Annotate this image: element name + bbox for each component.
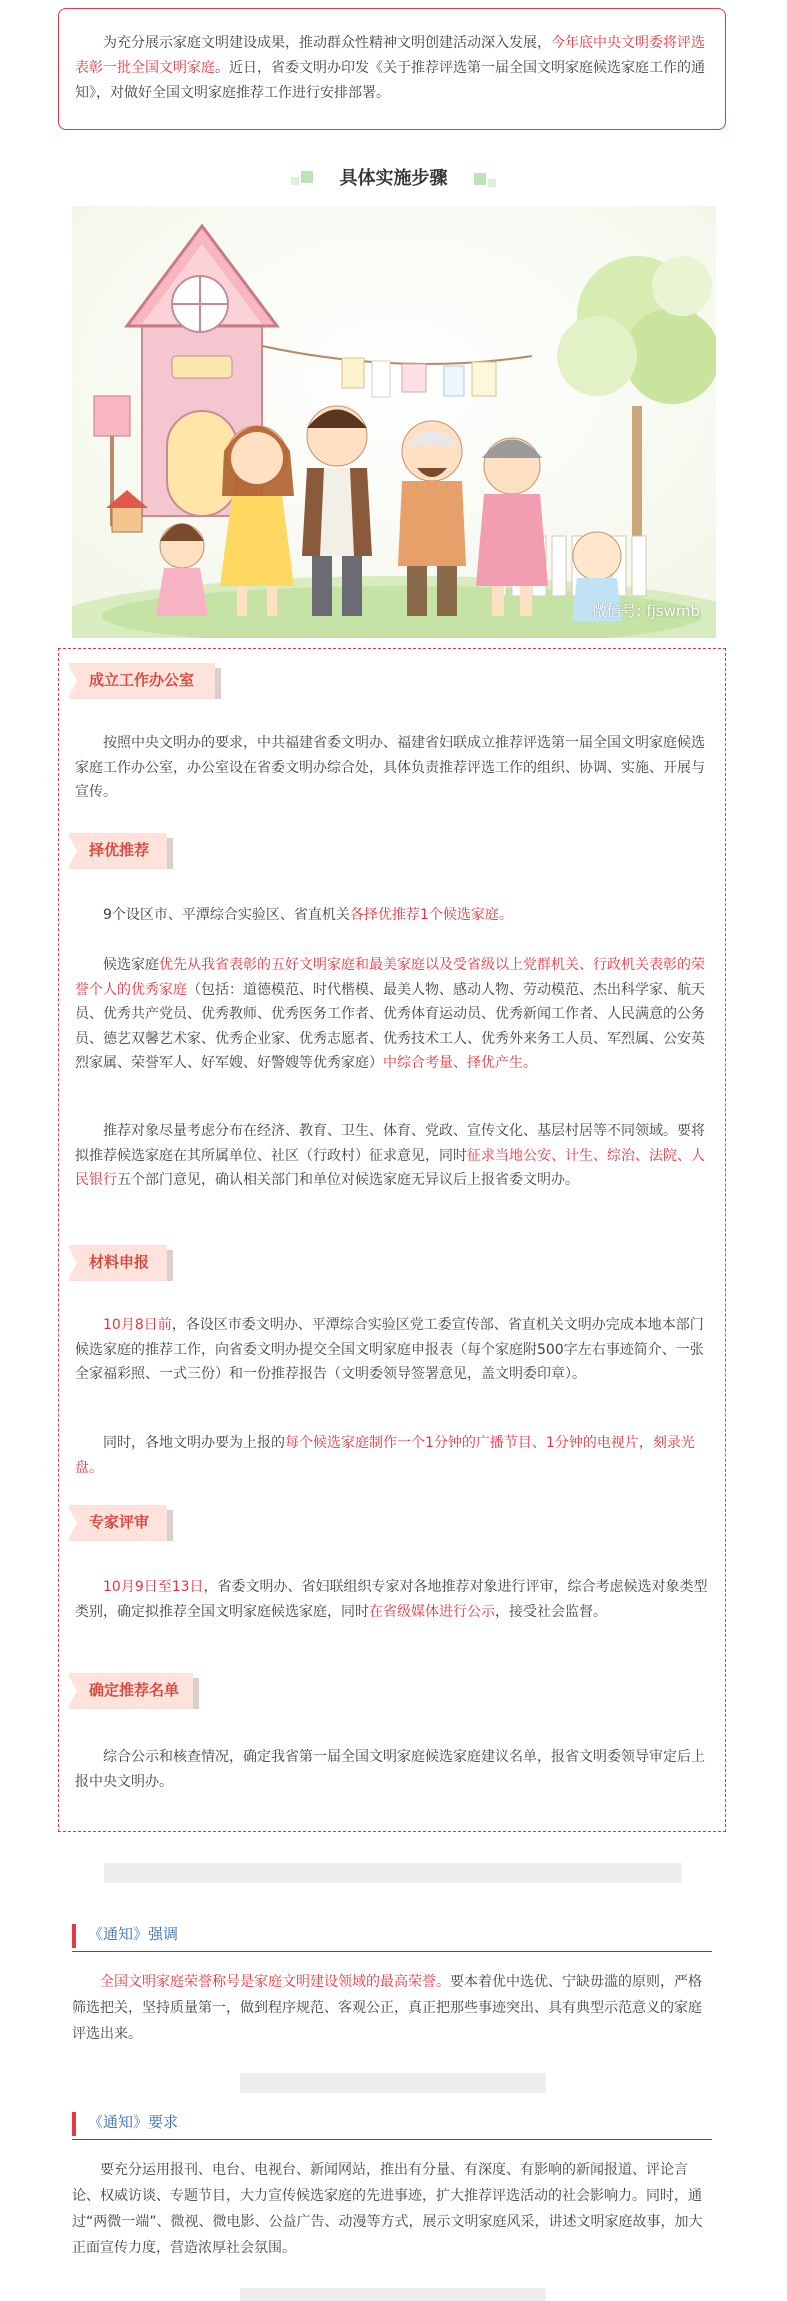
illustration-watermark: 微信号: fjswmb [591, 602, 700, 620]
step-setup-paragraph: 按照中央文明办的要求，中共福建省委文明办、福建省妇联成立推荐评选第一届全国文明家庭候选家庭工作办公室，办公室设在省委文明办综合处，具体负责推荐评选工作的组织、协调、实施、开展与宣传。 [75, 735, 705, 800]
notice-emphasis-header [72, 1922, 712, 1952]
notice-emphasis-heading: 《通知》强调 [88, 1925, 179, 1943]
step-materials-paragraph-1: 10月8日前，各设区市委文明办、平潭综合实验区党工委宣传部、省直机关文明办完成本地本部门候选家庭的推荐工作，向省委文明办提交全国文明家庭申报表（每个家庭附500字左右事迹简介、一张全家福彩照、一式三份）和一份推荐报告（文明委领导签署意见，盖文明委印章）。 [75, 1317, 704, 1382]
intro-highlight: 今年底中央文明委将评选表彰一批全国文明家庭 [75, 35, 705, 76]
tag-final-list: 确定推荐名单 [69, 1673, 193, 1709]
step-final-paragraph: 综合公示和核查情况，确定我省第一届全国文明家庭候选家庭建议名单，报省文明委领导审定后上报中央文明办。 [75, 1749, 705, 1790]
child-girl-figure [156, 524, 208, 617]
notice-emphasis-paragraph: 全国文明家庭荣誉称号是家庭文明建设领域的最高荣誉。要本着优中选优、宁缺毋滥的原则，严格筛选把关，坚持质量第一，做到程序规范、客观公正，真正把那些事迹突出、具有典型示范意义的家庭评选出来。 [72, 1974, 702, 2042]
notice-requirement-heading: 《通知》要求 [88, 2113, 179, 2131]
steps-section-title [0, 166, 787, 192]
divider-bar [104, 1863, 682, 1883]
notice-requirement-header [72, 2110, 712, 2140]
family-illustration [72, 206, 716, 638]
step-review-paragraph: 10月9日至13日，省委文明办、省妇联组织专家对各地推荐对象进行评审，综合考虑候选对象类型类别，确定拟推荐全国文明家庭候选家庭，同时在省级媒体进行公示，接受社会监督。 [75, 1579, 708, 1620]
tag-recommend: 择优推荐 [69, 833, 167, 869]
tag-expert-review: 专家评审 [69, 1505, 167, 1541]
step-recommend-paragraph-3: 推荐对象尽量考虑分布在经济、教育、卫生、体育、党政、宣传文化、基层村居等不同领域。要将拟推荐候选家庭在其所属单位、社区（行政村）征求意见，同时征求当地公安、计生、综治、法院、人民银行五个部门意见，确认相关部门和单位对候选家庭无异议后上报省委文明办。 [75, 1123, 705, 1188]
divider-bar-2 [240, 2073, 546, 2093]
intro-box [58, 8, 726, 130]
header-accent-bar [72, 2112, 76, 2136]
title-decoration-right [466, 169, 496, 189]
steps-panel [58, 648, 726, 1832]
steps-title-text: 具体实施步骤 [339, 168, 448, 189]
tag-setup-office: 成立工作办公室 [69, 663, 215, 699]
intro-paragraph: 为充分展示家庭文明建设成果，推动群众性精神文明创建活动深入发展，今年底中央文明委将评选表彰一批全国文明家庭。近日，省委文明办印发《关于推荐评选第一届全国文明家庭候选家庭工作的通知》，对做好全国文明家庭推荐工作进行安排部署。 [75, 35, 705, 101]
step-recommend-paragraph-2: 候选家庭优先从我省表彰的五好文明家庭和最美家庭以及受省级以上党群机关、行政机关表彰的荣誉个人的优秀家庭（包括：道德模范、时代楷模、最美人物、感动人物、劳动模范、杰出科学家、航天员、优秀共产党员、优秀教师、优秀医务工作者、优秀体育运动员、优秀新闻工作者、人民满意的公务员、德艺双馨艺术家、优秀企业家、优秀志愿者、优秀技术工人、优秀外来务工人员、军烈属、公安英烈家属、荣誉军人、好军嫂、好警嫂等优秀家庭）中综合考量、择优产生。 [75, 957, 705, 1071]
title-decoration-left [291, 169, 321, 189]
header-accent-bar [72, 1924, 76, 1948]
step-materials-paragraph-2: 同时，各地文明办要为上报的每个候选家庭制作一个1分钟的广播节目、1分钟的电视片，刻录光盘。 [75, 1435, 695, 1476]
step-recommend-paragraph-1: 9个设区市、平潭综合实验区、省直机关各择优推荐1个候选家庭。 [103, 907, 513, 923]
tag-materials: 材料申报 [69, 1245, 167, 1281]
family-illustration-art [72, 206, 716, 638]
notice-requirement-paragraph: 要充分运用报刊、电台、电视台、新闻网站，推出有分量、有深度、有影响的新闻报道、评论言论、权威访谈、专题节目，大力宣传候选家庭的先进事迹，扩大推荐评选活动的社会影响力。同时，通过“两微一端”、微视、微电影、公益广告、动漫等方式，展示文明家庭风采，讲述文明家庭故事，加大正面宣传力度，营造浓厚社会氛围。 [72, 2162, 703, 2256]
divider-bar-3 [240, 2288, 546, 2301]
